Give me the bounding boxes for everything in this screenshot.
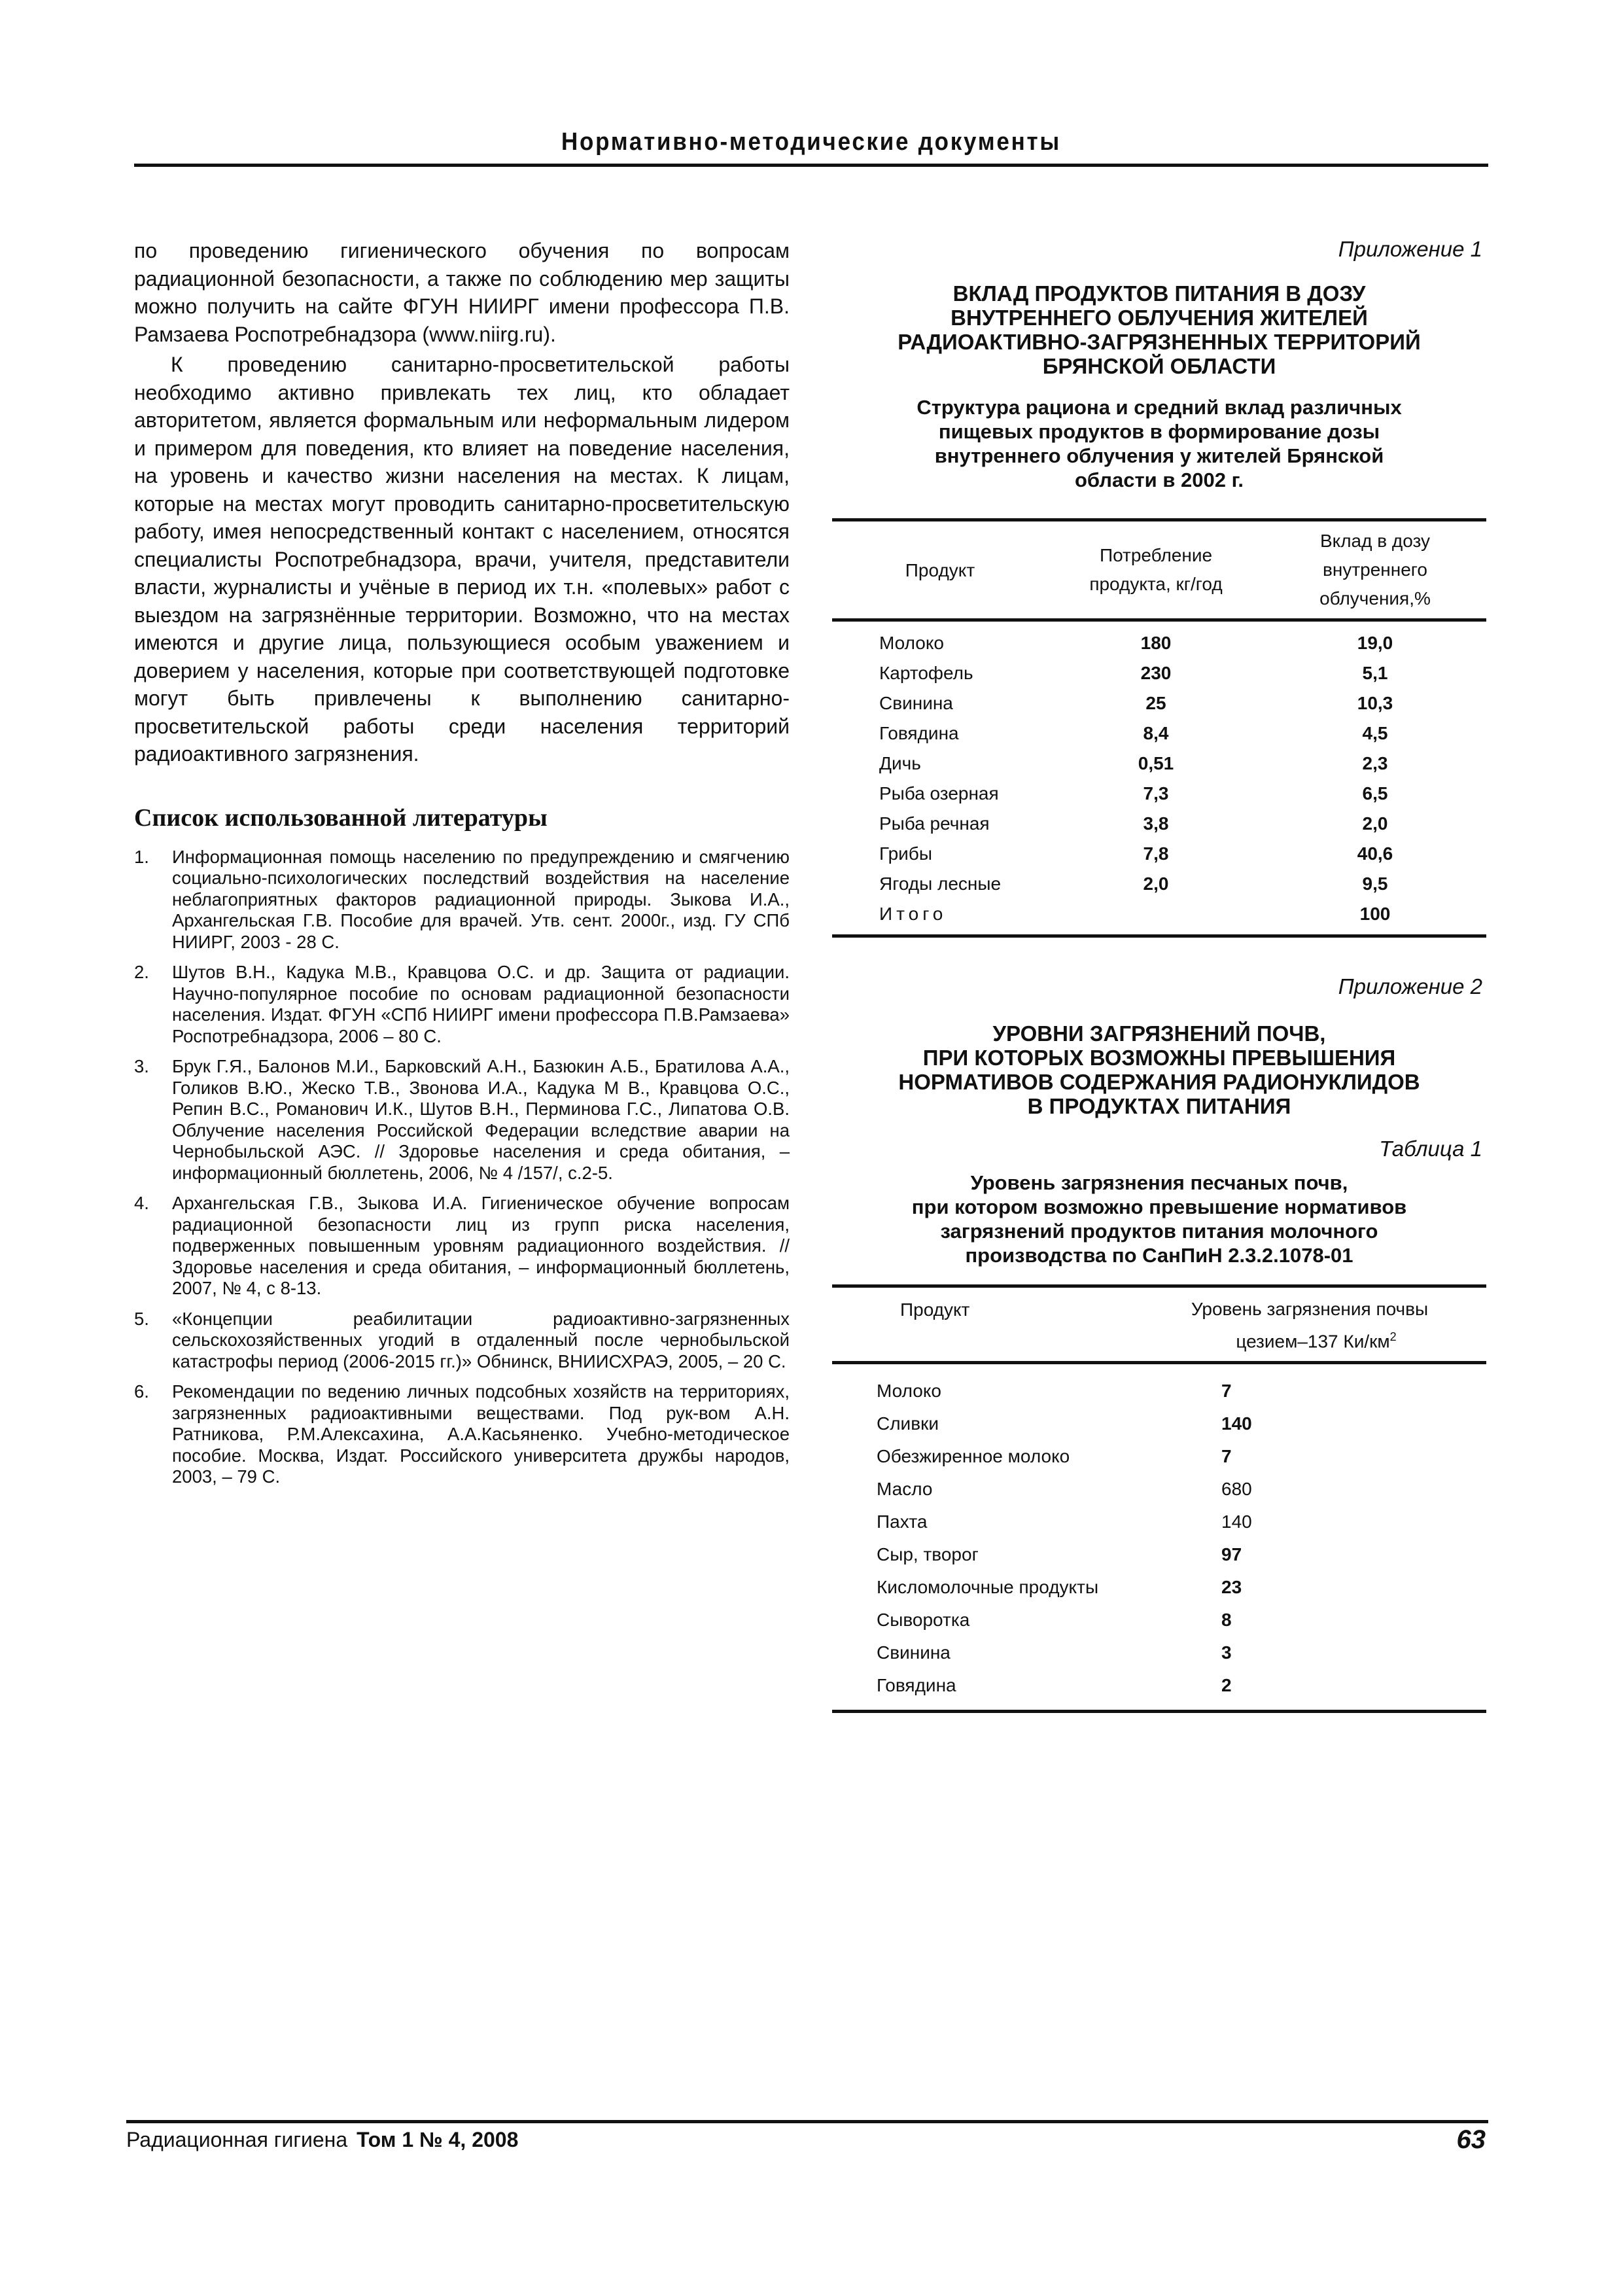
reference-text: Брук Г.Я., Балонов М.И., Барковский А.Н., Базюкин А.Б., Братилова А.А., Голиков В.Ю., Жеско Т.В., Звонова И.А., Кадука М В., Кравцова О.С., Репин В.С., Романович И.К., Шутов В.Н., Перминова Г.С., Липатова О.В. Облучение населения Российской Федерации вследствие аварии на Чернобыльской АЭС. // Здоровье населения и среда обитания, – информационный бюллетень, 2006, № 4 /157/, с.2-5.	[172, 1056, 790, 1183]
cell-consumption: 230	[1140, 663, 1172, 683]
cell-contribution: 19,0	[1357, 633, 1393, 653]
cell-product: Молоко	[877, 1381, 941, 1401]
table-row	[832, 809, 1486, 839]
cell-product: Ягоды лесные	[879, 874, 1002, 894]
cell-contribution: 6,5	[1362, 783, 1388, 804]
header-rule	[134, 164, 1488, 167]
cell-level: 2	[1221, 1675, 1232, 1695]
header-text: цезием–137 Ки/км	[1236, 1331, 1390, 1352]
table-row	[832, 658, 1486, 688]
cell-level: 140	[1221, 1511, 1252, 1532]
cell-consumption: 2,0	[1143, 874, 1169, 894]
header-line: продукта, кг/год	[1089, 574, 1223, 594]
cell-level: 680	[1221, 1479, 1252, 1499]
title-line: ПРИ КОТОРЫХ ВОЗМОЖНЫ ПРЕВЫШЕНИЯ	[922, 1046, 1396, 1070]
reference-item	[134, 1309, 790, 1373]
left-column	[134, 237, 790, 1497]
cell-product: Пахта	[877, 1511, 928, 1532]
table-row	[832, 749, 1486, 779]
page-number: 63	[1456, 2125, 1486, 2154]
cell-consumption: 7,3	[1143, 783, 1169, 804]
title-line: РАДИОАКТИВНО-ЗАГРЯЗНЕННЫХ ТЕРРИТОРИЙ	[898, 330, 1421, 354]
cell-consumption: 0,51	[1138, 753, 1174, 773]
cell-consumption: 3,8	[1143, 813, 1169, 834]
table-row	[832, 1669, 1486, 1712]
references-list	[134, 847, 790, 1488]
reference-item	[134, 1193, 790, 1299]
cell-contribution: 2,0	[1362, 813, 1388, 834]
cell-product: Говядина	[877, 1675, 956, 1695]
cell-product: Рыба озерная	[879, 783, 999, 804]
cell-product: Свинина	[877, 1642, 951, 1663]
cell-level: 97	[1221, 1544, 1242, 1564]
cell-contribution: 40,6	[1357, 843, 1393, 864]
table-header-row	[832, 520, 1486, 620]
cell-product: Сыворотка	[877, 1610, 970, 1630]
title-line: В ПРОДУКТАХ ПИТАНИЯ	[1027, 1094, 1291, 1118]
subtitle-line: области в 2002 г.	[1074, 468, 1244, 491]
soil-contamination-table	[832, 1284, 1486, 1713]
right-column	[832, 237, 1486, 1713]
cell-contribution: 10,3	[1357, 693, 1393, 713]
header-line: Вклад в дозу	[1319, 531, 1431, 551]
reference-number: 6.	[134, 1381, 149, 1402]
reference-number: 4.	[134, 1193, 149, 1213]
header-line: Потребление	[1099, 545, 1213, 565]
appendix-2-subtitle	[832, 1171, 1486, 1267]
column-header-product: Продукт	[905, 560, 975, 580]
cell-product: Свинина	[879, 693, 953, 713]
cell-contribution: 2,3	[1362, 753, 1388, 773]
cell-consumption: 7,8	[1143, 843, 1169, 864]
superscript: 2	[1389, 1330, 1397, 1344]
table-row	[832, 1363, 1486, 1408]
subtitle-line: производства по СанПиН 2.3.2.1078-01	[965, 1244, 1353, 1267]
cell-product: Сливки	[877, 1413, 939, 1434]
cell-level: 8	[1221, 1610, 1232, 1630]
appendix-2-label: Приложение 2	[1338, 974, 1482, 998]
appendix-1-title	[832, 281, 1486, 378]
table-row	[832, 688, 1486, 718]
cell-product: Картофель	[879, 663, 973, 683]
reference-text: Архангельская Г.В., Зыкова И.А. Гигиеническое обучение вопросам радиационной безопасности лиц из групп риска населения, подверженных повышенным уровням радиационного воздействия. // Здоровье населения и среда обитания, – информационный бюллетень, 2007, № 4, с 8-13.	[172, 1193, 790, 1298]
appendix-1-label: Приложение 1	[1338, 237, 1482, 261]
column-header-product: Продукт	[900, 1299, 970, 1320]
body-paragraph: К проведению санитарно-просветительской работы необходимо активно привлекать тех лиц, кто обладает авторитетом, является формальным или неформальным лидером и примером для поведения, кто влияет на поведение населения, на уровень и качество жизни населения на местах. К лицам, которые на местах могут проводить санитарно-просветительскую работу, имея непосредственный контакт с населением, относятся специалисты Роспотребнадзора, врачи, учителя, представители власти, журналисты и учёные в период их т.н. «полевых» работ с выездом на загрязнённые территории. Возможно, что на местах имеются и другие лица, пользующиеся особым уважением и доверием у населения, которые при соответствующей подготовке могут быть привлечены к выполнению санитарно-просветительской работы среди населения территорий радиоактивного загрязнения.	[134, 353, 790, 766]
subtitle-line: при котором возможно превышение нормативов	[911, 1195, 1407, 1218]
subtitle-line: загрязнений продуктов питания молочного	[940, 1220, 1378, 1243]
cell-total-contribution: 100	[1359, 904, 1391, 924]
diet-dose-table	[832, 518, 1486, 938]
footer-journal	[126, 2128, 518, 2152]
reference-item	[134, 1056, 790, 1184]
reference-number: 5.	[134, 1308, 149, 1329]
cell-contribution: 5,1	[1362, 663, 1388, 683]
table-row	[832, 718, 1486, 749]
table-row	[832, 1604, 1486, 1636]
body-paragraph: по проведению гигиенического обучения по вопросам радиационной безопасности, а также по соблюдению мер защиты можно получить на сайте ФГУН НИИРГ имени профессора П.В. Рамзаева Роспотребнадзора (www.niirg.ru).	[134, 239, 790, 346]
appendix-2-title	[832, 1021, 1486, 1118]
table-row	[832, 1473, 1486, 1506]
table-row	[832, 1636, 1486, 1669]
header-line: Уровень загрязнения почвы	[1191, 1299, 1429, 1320]
reference-text: «Концепции реабилитации радиоактивно-загрязненных сельскохозяйственных угодий в отдаленный после чернобыльской катастрофы период (2006-2015 гг.)» Обнинск, ВНИИСХРАЭ, 2005, – 20 С.	[172, 1308, 790, 1371]
journal-name: Радиационная гигиена	[126, 2128, 348, 2151]
table-header-row	[832, 1286, 1486, 1363]
table-1-label: Таблица 1	[1379, 1137, 1482, 1161]
reference-text: Информационная помощь населению по предупреждению и смягчению социально-психологических последствий воздействия на население неблагоприятных факторов радиационной природы. Зыкова И.А., Архангельская Г.В. Пособие для врачей. Утв. сент. 2000г., изд. ГУ СПб НИИРГ, 2003 - 28 С.	[172, 846, 790, 952]
table-total-row	[832, 899, 1486, 936]
cell-level: 7	[1221, 1381, 1232, 1401]
reference-number: 2.	[134, 962, 149, 982]
cell-product: Обезжиренное молоко	[877, 1446, 1070, 1466]
subtitle-line: пищевых продуктов в формирование дозы	[938, 420, 1380, 443]
header-line	[1120, 1323, 1486, 1355]
cell-level: 3	[1221, 1642, 1232, 1663]
cell-product: Масло	[877, 1479, 933, 1499]
title-line: УРОВНИ ЗАГРЯЗНЕНИЙ ПОЧВ,	[992, 1021, 1326, 1046]
cell-consumption: 180	[1140, 633, 1172, 653]
cell-contribution: 9,5	[1362, 874, 1388, 894]
column-header-consumption	[1048, 520, 1264, 620]
header-line: облучения,%	[1319, 588, 1431, 609]
cell-product: Рыба речная	[879, 813, 990, 834]
table-row	[832, 1440, 1486, 1473]
cell-product: Кисломолочные продукты	[877, 1577, 1099, 1597]
references-heading: Список использованной литературы	[134, 804, 548, 832]
volume-issue: Том 1 № 4, 2008	[357, 2128, 519, 2151]
title-line: ВКЛАД ПРОДУКТОВ ПИТАНИЯ В ДОЗУ	[952, 281, 1366, 306]
subtitle-line: внутреннего облучения у жителей Брянской	[934, 444, 1384, 467]
header-line: внутреннего	[1323, 559, 1427, 580]
reference-text: Рекомендации по ведению личных подсобных хозяйств на территориях, загрязненных радиоактивными веществами. Под рук-вом А.Н. Ратникова, Р.М.Алексахина, А.А.Касьяненко. Учебно-методическое пособие. Москва, Издат. Российского университета дружбы народов, 2003, – 79 С.	[172, 1381, 790, 1487]
cell-level: 23	[1221, 1577, 1242, 1597]
table-row	[832, 1538, 1486, 1571]
cell-contribution: 4,5	[1362, 723, 1388, 743]
cell-product: Сыр, творог	[877, 1544, 979, 1564]
footer-rule	[126, 2120, 1488, 2123]
cell-total-consumption	[1048, 899, 1264, 936]
cell-level: 140	[1221, 1413, 1252, 1434]
title-line: БРЯНСКОЙ ОБЛАСТИ	[1042, 354, 1276, 378]
reference-number: 1.	[134, 846, 149, 867]
table-row	[832, 620, 1486, 659]
table-row	[832, 1506, 1486, 1538]
table-row	[832, 1407, 1486, 1440]
cell-product: Молоко	[879, 633, 944, 653]
subtitle-line: Уровень загрязнения песчаных почв,	[970, 1171, 1348, 1194]
cell-total-label: Итого	[879, 904, 947, 924]
cell-consumption: 8,4	[1143, 723, 1169, 743]
title-line: НОРМАТИВОВ СОДЕРЖАНИЯ РАДИОНУКЛИДОВ	[898, 1070, 1420, 1094]
reference-item	[134, 1381, 790, 1488]
column-header-level	[1120, 1286, 1486, 1363]
subtitle-line: Структура рациона и средний вклад различных	[916, 396, 1402, 419]
table-row	[832, 779, 1486, 809]
column-header-contribution	[1264, 520, 1486, 620]
reference-item	[134, 847, 790, 953]
title-line: ВНУТРЕННЕГО ОБЛУЧЕНИЯ ЖИТЕЛЕЙ	[951, 306, 1368, 330]
running-header-title: Нормативно-методические документы	[561, 128, 1062, 156]
cell-level: 7	[1221, 1446, 1232, 1466]
table-row	[832, 869, 1486, 899]
reference-number: 3.	[134, 1056, 149, 1076]
cell-product: Дичь	[879, 753, 921, 773]
table-row	[832, 839, 1486, 869]
cell-consumption: 25	[1145, 693, 1166, 713]
appendix-1-subtitle	[832, 395, 1486, 492]
reference-item	[134, 962, 790, 1047]
table-row	[832, 1571, 1486, 1604]
cell-product: Говядина	[879, 723, 959, 743]
reference-text: Шутов В.Н., Кадука М.В., Кравцова О.С. и др. Защита от радиации. Научно-популярное пособие по основам радиационной безопасности населения. Издат. ФГУН «СПб НИИРГ имени профессора П.В.Рамзаева» Роспотребнадзора, 2006 – 80 С.	[172, 962, 790, 1046]
cell-product: Грибы	[879, 843, 932, 864]
